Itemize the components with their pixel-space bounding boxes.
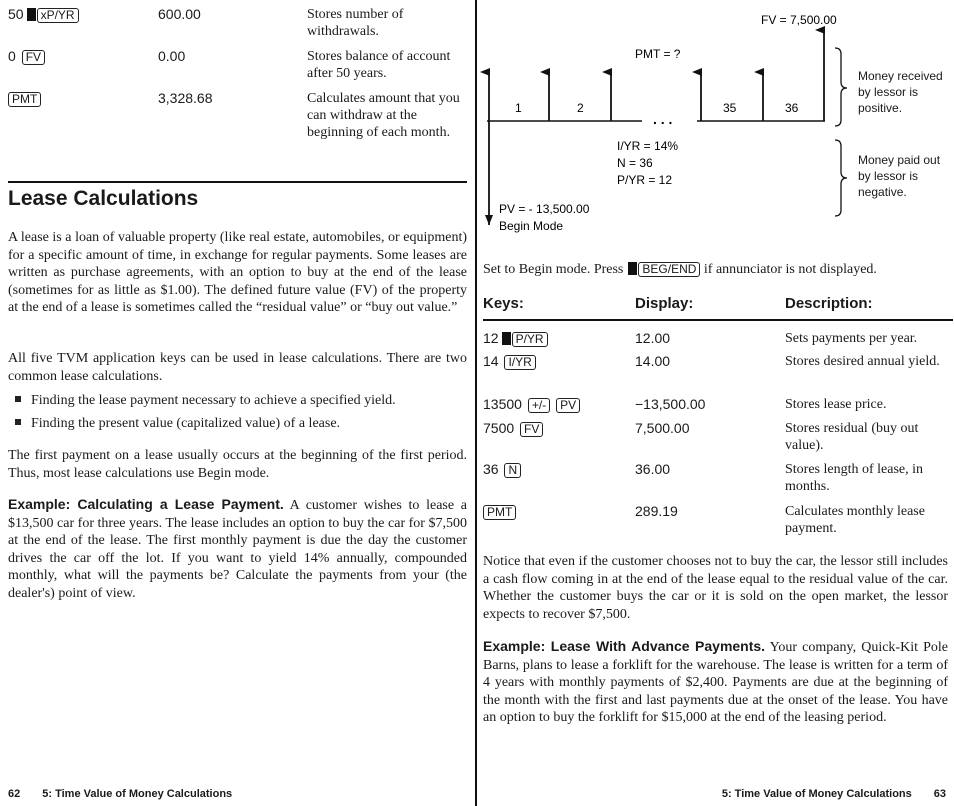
description: Stores number of withdrawals. [307, 7, 404, 39]
bullet-item-2 [15, 415, 467, 433]
key-sequence: 14 I/YR [483, 353, 536, 370]
paragraph-lease-intro: A lease is a loan of valuable property (like real estate, automobiles, or equipment) for a specific amount of time, in exchange for regular payments. Some leases are written as purchase agreements, with an option to buy at the end of the lease (sometimes for as little as $1.00). The defined future value (FV) of the property at the end of a lease is sometimes called the “residual value” or “buy out value.” [8, 230, 467, 315]
begin-instruction: Set to Begin mode. Press BEG/END if annunciator is not displayed. [483, 262, 877, 277]
pmt-label: PMT = ? [635, 47, 681, 61]
key-sequence [8, 90, 41, 107]
example-heading: Example: Calculating a Lease Payment. [8, 496, 284, 512]
example-heading: Example: Lease With Advance Payments. [483, 638, 766, 654]
brace-received [835, 48, 847, 126]
pyr-label: P/YR = 12 [617, 173, 673, 187]
display-value: 12.00 [635, 330, 671, 346]
section-title: Lease Calculations [8, 187, 199, 210]
calc-key: +/- [528, 398, 550, 413]
chapter-title: 5: Time Value of Money Calculations [42, 788, 233, 800]
right-page [477, 0, 954, 806]
display-value: 600.00 [158, 6, 201, 22]
fv-label: FV = 7,500.00 [761, 13, 837, 27]
description: Stores lease price. [785, 397, 887, 412]
bullet-icon [15, 419, 21, 425]
key-sequence [483, 503, 516, 520]
key-sequence: 12 P/YR [483, 330, 548, 347]
calc-key: FV [520, 422, 543, 437]
mode-label: Begin Mode [499, 219, 564, 233]
bullet-text: Finding the lease payment necessary to achieve a specified yield. [31, 393, 396, 408]
example-advance-payments [483, 638, 948, 727]
period-label-1: 1 [515, 101, 522, 115]
shift-key-icon [27, 8, 36, 21]
key-sequence: 0 FV [8, 48, 45, 65]
section-rule [8, 181, 467, 183]
period-label-35: 35 [723, 101, 737, 115]
bullet-icon [15, 396, 21, 402]
example-text: A customer wishes to lease a $13,500 car for three years. The lease includes an option to buy the car for $7,500 at the end of the lease. The first monthly payment is due the day the customer drives the car off the lot. If you want to yield 14% annually, compounded monthly, what will the payments be? Calculate the payments from your (the dealer's) point of view. [8, 498, 467, 601]
brace-paid [835, 140, 847, 216]
calc-key: FV [22, 50, 45, 65]
header-keys: Keys: [483, 295, 524, 312]
footer-right [722, 788, 946, 800]
key-sequence: 7500 FV [483, 420, 543, 437]
header-description: Description: [785, 295, 873, 312]
pv-label: PV = - 13,500.00 [499, 202, 590, 216]
key-sequence: 50 xP/YR [8, 6, 79, 23]
received-note: Money received by lessor is positive. [858, 69, 943, 115]
display-value: 7,500.00 [635, 420, 690, 436]
table-rule [483, 319, 953, 321]
calc-key: BEG/END [638, 262, 700, 277]
chapter-title: 5: Time Value of Money Calculations [721, 788, 912, 800]
calc-key: PMT [8, 92, 41, 107]
description: Sets payments per year. [785, 331, 918, 346]
left-page [0, 0, 475, 806]
display-value: 289.19 [635, 503, 678, 519]
footer-left [8, 788, 232, 800]
display-value: 36.00 [635, 461, 671, 477]
cash-flow-diagram [477, 0, 954, 245]
description: Calculates monthly lease payment. [785, 504, 925, 536]
period-label-36: 36 [785, 101, 799, 115]
calc-key: N [504, 463, 521, 478]
calc-key: xP/YR [37, 8, 79, 23]
description: Stores balance of account after 50 years. [307, 49, 451, 81]
description: Stores desired annual yield. [785, 354, 940, 369]
header-display: Display: [635, 295, 694, 312]
calc-key: PV [556, 398, 580, 413]
page-number: 62 [8, 788, 21, 800]
display-value: −13,500.00 [635, 396, 706, 412]
bullet-item-1 [15, 392, 467, 410]
display-value: 3,328.68 [158, 90, 213, 106]
paid-note: Money paid out by lessor is negative. [858, 153, 941, 199]
shift-key-icon [628, 262, 637, 275]
description: Stores length of lease, in months. [785, 462, 924, 494]
description: Calculates amount that you can withdraw at the beginning of each month. [307, 91, 460, 140]
paragraph-tvm-keys: All five TVM application keys can be used in lease calculations. There are two common lease calculations. [8, 351, 467, 384]
n-label: N = 36 [617, 156, 653, 170]
key-sequence: 13500 +/- PV [483, 396, 580, 413]
key-sequence: 36 N [483, 461, 521, 478]
display-value: 14.00 [635, 353, 671, 369]
example-text: Your company, Quick-Kit Pole Barns, plans to lease a forklift for the warehouse. The lease is written for a term of 4 years with monthly payments of $2,400. Payments are due at the beginning of the month with the first and last payments due at the onset of the lease. You have an option to buy the forklift for $15,000 at the end of the leasing period. [483, 640, 948, 725]
period-label-2: 2 [577, 101, 584, 115]
display-value: 0.00 [158, 48, 186, 64]
calc-key: I/YR [504, 355, 535, 370]
pv-arrowhead [485, 215, 493, 225]
example-lease-payment [8, 496, 467, 602]
page-number: 63 [933, 788, 946, 800]
description: Stores residual (buy out value). [785, 421, 919, 453]
calc-key: P/YR [512, 332, 548, 347]
paragraph-begin-mode: The first payment on a lease usually occurs at the beginning of the first period. Thus, most lease calculations use Begin mode. [8, 448, 467, 481]
ellipsis: . . . [653, 111, 673, 127]
calc-key: PMT [483, 505, 516, 520]
iyr-label: I/YR = 14% [617, 139, 679, 153]
shift-key-icon [502, 332, 511, 345]
paragraph-notice: Notice that even if the customer chooses not to buy the car, the lessor still includes a cash flow coming in at the end of the lease equal to the residual value of the car. Whether the customer buys the car or it is sold on the open market, the lessor expects to recover $7,500. [483, 554, 948, 622]
bullet-text: Finding the present value (capitalized value) of a lease. [31, 416, 341, 431]
